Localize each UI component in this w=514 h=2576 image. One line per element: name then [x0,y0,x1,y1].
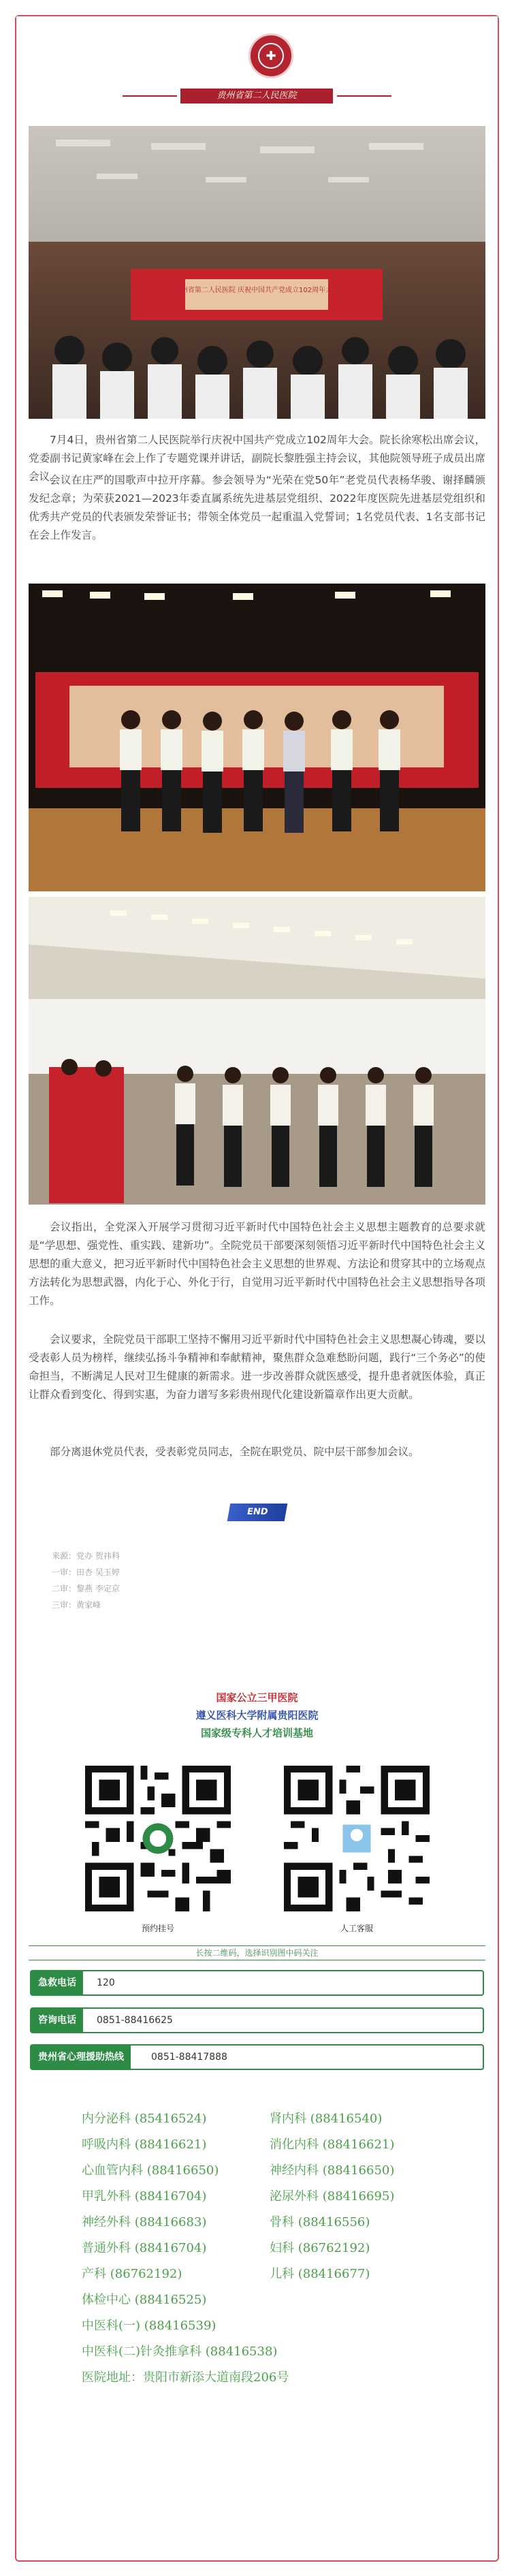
department-item: 中医科(二)针灸推拿科 (88416538) [82,2344,278,2359]
article-para-5: 部分离退休党员代表，受表彰党员同志，全院在职党员、院中层干部参加会议。 [50,1446,419,1458]
hospital-name-banner: 贵州省第二人民医院 [180,89,333,104]
photo-oath [29,897,485,1205]
photo-auditorium [29,126,485,419]
credit-line: 三审：黄家峰 [52,1600,101,1610]
stage-banner: 贵州省第二人民医院 庆祝中国共产党成立102周年大会 [174,287,340,294]
contact-psych-hotline[interactable] [30,2044,484,2070]
department-item: 消化内科 (88416621) [270,2137,395,2152]
qr-code-customer-service[interactable] [284,1766,430,1911]
logo-cross-icon: ✚ [258,43,284,69]
contact-value: 0851-88416625 [97,2015,173,2026]
department-item: 甲乳外科 (88416704) [82,2189,207,2204]
qr-caption-customer-service: 人工客服 [340,1924,373,1933]
qr-code-appointment[interactable] [85,1766,231,1911]
footer-line-2: 遵义医科大学附属贵阳医院 [195,1709,319,1721]
department-item: 呼吸内科 (88416621) [82,2137,207,2152]
hospital-address: 医院地址：贵阳市新添大道南段206号 [82,2370,289,2385]
contact-label: 急救电话 [31,1971,83,1994]
contact-label: 咨询电话 [31,2009,83,2032]
credit-line: 一审：田杏 吴玉婷 [52,1568,120,1577]
contact-label: 贵州省心理援助热线 [31,2046,131,2069]
footer-line-3: 国家级专科人才培训基地 [200,1727,313,1739]
department-item: 骨科 (88416556) [270,2215,370,2229]
article-para-2: 会议在庄严的国歌声中拉开序幕。参会领导为“光荣在党50年”老党员代表杨华骏、谢择麟颁发纪念章；为荣获2021—2023年委直属系统先进基层党组织、2022年度医院先进基层党组织和优秀共产党员的代表颁发荣誉证书；带领全体党员一起重温入党誓词；1名党员代表、1名支部书记在会上作发言。 [29,474,485,541]
department-item: 妇科 (86762192) [270,2241,370,2255]
divider [337,95,391,97]
department-item: 泌尿外科 (88416695) [270,2189,395,2204]
contact-emergency[interactable] [30,1970,484,1996]
hospital-logo [248,33,293,78]
credits [52,1548,120,1613]
department-item: 普通外科 (88416704) [82,2241,207,2255]
department-item: 产科 (86762192) [82,2267,182,2281]
department-item: 心血管内科 (88416650) [82,2163,219,2178]
footer-line-1: 国家公立三甲医院 [216,1691,298,1704]
credit-line: 二审：黎燕 李定京 [52,1584,120,1593]
department-item: 神经内科 (88416650) [270,2163,395,2178]
contact-value: 120 [97,1977,115,1988]
contact-value: 0851-88417888 [151,2052,227,2063]
department-item: 儿科 (88416677) [270,2267,370,2281]
department-item: 体检中心 (88416525) [82,2293,207,2307]
department-item: 内分泌科 (85416524) [82,2112,207,2126]
article-para-3: 会议指出，全党深入开展学习贯彻习近平新时代中国特色社会主义思想主题教育的总要求就是“学思想、强党性、重实践、建新功”。全院党员干部要深刻领悟习近平新时代中国特色社会主义思想的重大意义，把习近平新时代中国特色社会主义思想的世界观、方法论和贯穿其中的立场观点方法转化为思想武器，内化于心、外化于行，自觉用习近平新时代中国特色社会主义思想指导各项工作。 [29,1221,485,1307]
photo-stage-award [29,584,485,891]
end-badge: END [227,1504,288,1521]
article-para-4: 会议要求，全院党员干部职工坚持不懈用习近平新时代中国特色社会主义思想凝心铸魂，要以受表彰人员为榜样，继续弘扬斗争精神和奉献精神，聚焦群众急难愁盼问题，践行“三个务必”的使命担当，不断满足人民对卫生健康的新需求。进一步改善群众就医感受，提升患者就医体验，真正让群众看到变化、得到实惠，为奋力谱写多彩贵州现代化建设新篇章作出更大贡献。 [29,1333,485,1401]
divider [123,95,177,97]
credit-line: 来源：党办 贺祎科 [52,1551,120,1561]
department-item: 中医科(一) (88416539) [82,2319,216,2333]
department-item: 神经外科 (88416683) [82,2215,207,2229]
contact-consult[interactable] [30,2007,484,2033]
department-item: 肾内科 (88416540) [270,2112,383,2126]
qr-tip: 长按二维码，选择识别图中码关注 [29,1945,485,1960]
article-para-1: 7月4日，贵州省第二人民医院举行庆祝中国共产党成立102周年大会。院长徐寒松出席会议，党委副书记黄家峰在会上作了专题党课并讲话，副院长黎胜强主持会议，其他院领导班子成员出席会议。 [29,434,485,483]
qr-caption-appointment: 预约挂号 [141,1924,174,1933]
